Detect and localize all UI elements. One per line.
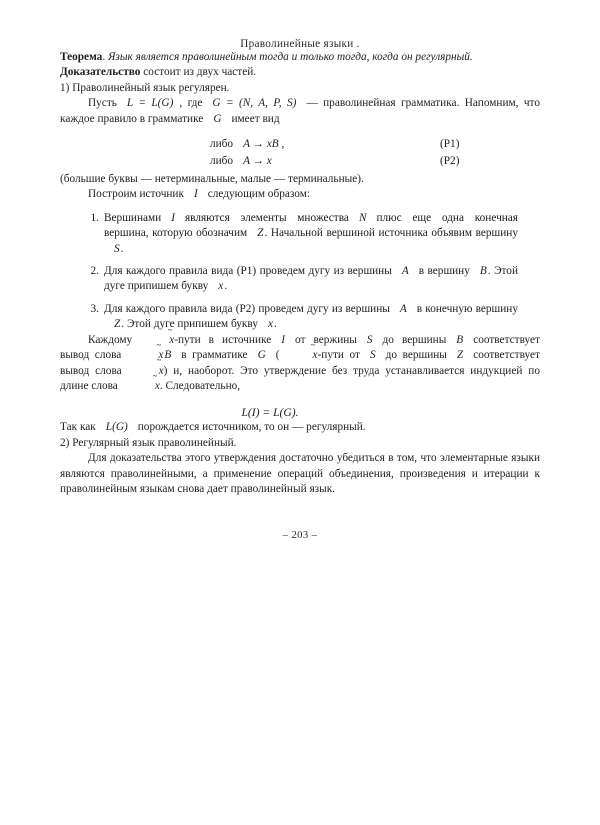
let-mid: , где (179, 97, 203, 110)
build-tail: следующим образом: (207, 188, 310, 201)
x-tilde-symbol: ~ x (127, 379, 160, 394)
step-math-2: B (479, 265, 487, 278)
step-text-4: . Начальной вершиной источника объявим вершину (264, 227, 518, 240)
since-paragraph (60, 420, 540, 435)
step-math-3: Z (257, 227, 264, 240)
list-item (60, 211, 540, 257)
terminal-note: (большие буквы — нетерминальные, малые — терминальные). (60, 173, 364, 186)
rule-p2-word: либо (210, 155, 234, 168)
every-s4: от вержины (295, 333, 357, 346)
production-rule-p1 (60, 138, 540, 155)
proof-paragraph (60, 65, 540, 80)
theorem-punct: . (102, 51, 106, 63)
theorem-label: Теорема (60, 51, 103, 63)
every-s16: Z (456, 349, 464, 362)
every-s13: -пути от (317, 349, 360, 362)
rule-p2-body (210, 155, 273, 167)
part2-heading: 2) Регулярный язык праволинейный. (60, 436, 237, 449)
list-item (60, 264, 540, 295)
step-math-1: I (171, 211, 175, 224)
proof-text: состоит из двух частей. (140, 66, 257, 79)
every-s2: -пути в источнике (174, 333, 272, 346)
step-text-3: . Этой дуге припишем букву (104, 265, 519, 293)
part2-body: Для доказательства этого утверждения достаточно убедиться в том, что элементарные языки являются праволинейными, а применение операций объединения, произведения и итерации к праволинейным языкам снова дает праволинейный язык. (60, 452, 540, 495)
let-paragraph (60, 96, 540, 127)
every-s5: S (366, 333, 373, 346)
step-text-3: . Этой дуге припишем букву (121, 318, 258, 331)
step-text-1: Для каждого правила вида (P2) проведем дугу из вершины (104, 302, 390, 315)
every-s6: до вершины (382, 333, 447, 346)
step-text-2: являются элементы множества (184, 211, 349, 224)
step-math-4: S (114, 242, 120, 255)
every-s12: ( (275, 349, 280, 362)
step-math-2: N (358, 211, 367, 224)
rule-p2-tag: (P2) (440, 155, 460, 168)
rule-p2-formula: A → x (243, 155, 272, 168)
language-equality-equation (60, 406, 540, 419)
step-math-2: Z (114, 318, 121, 331)
every-s14: S (369, 349, 376, 362)
every-s11: G (257, 349, 266, 362)
since-part-2: порождается источником, то он — регулярный. (137, 421, 366, 434)
step-text-2: в конечную вершину (416, 302, 518, 315)
every-s17: соответствует вывод слова (60, 349, 540, 377)
every-s3: I (281, 333, 285, 346)
step-text-1: Для каждого правила вида (P1) проведем дугу из вершины (104, 265, 392, 278)
x-tilde-symbol: ~ x (130, 348, 163, 363)
let-equation-1: L = L(G) (126, 97, 174, 110)
x-tilde-symbol: ~ x (141, 333, 174, 348)
every-s1: Каждому (88, 333, 133, 346)
every-s7: B (456, 333, 464, 346)
grammar-symbol-g: G (213, 112, 222, 125)
step-number: 1. (90, 211, 99, 224)
let-equation-2: G = (N, A, P, S) (212, 97, 297, 110)
equation-text: L(I) = L(G). (241, 406, 299, 420)
text-column (60, 0, 540, 497)
source-symbol-i: I (193, 188, 198, 201)
every-s9: B (164, 349, 172, 362)
step-text-4: . (274, 318, 277, 331)
proof-label: Доказательство (60, 66, 141, 79)
step-math-3: x (268, 318, 274, 331)
step-number: 3. (90, 302, 99, 315)
since-math: L(G) (105, 421, 128, 434)
step-math-3: x (218, 280, 224, 293)
every-s8: соответствует вывод слова (60, 333, 540, 362)
step-text-5: . (120, 242, 124, 255)
build-source-paragraph (60, 187, 540, 202)
rule-p1-tag: (P1) (440, 138, 460, 151)
every-s18: ) и, наоборот. Это утверждение без труда устанавливается индукцией по длине слова (60, 364, 540, 392)
production-rules-block (60, 138, 540, 172)
rule-p1-body (210, 138, 285, 150)
production-rule-p2 (60, 155, 540, 172)
rule-p1-formula: A → xB , (243, 138, 285, 151)
every-s19: . Следовательно, (159, 379, 241, 392)
construction-steps-list (60, 211, 540, 333)
step-number: 2. (90, 265, 99, 278)
step-text-1: Вершинами (104, 211, 162, 224)
x-tilde-symbol: ~ x (131, 364, 164, 379)
build-intro: Построим источник (88, 188, 184, 201)
every-s10: в грамматике (181, 349, 248, 362)
since-part-1: Так как (60, 421, 96, 434)
page-title: Праволинейные языки . (240, 38, 360, 50)
every-s15: до вершины (385, 349, 447, 362)
x-tilde-symbol: ~ x (285, 348, 318, 363)
let-tail: — праволинейная грамматика. Напомним, что каждое правило в грамматике (60, 97, 540, 125)
list-item (60, 302, 540, 333)
step-text-2: в вершину (418, 265, 470, 278)
theorem-paragraph (60, 50, 540, 65)
step-text-3: плюс еще одна конечная вершина, которую обозначим (104, 211, 519, 240)
path-correspondence-paragraph (60, 333, 540, 395)
rule-p1-word: либо (210, 138, 234, 151)
let-intro: Пусть (88, 97, 117, 110)
theorem-statement: Язык является праволинейным тогда и только тогда, когда он регулярный. (108, 51, 473, 63)
page-number: – 203 – (282, 530, 318, 541)
step-text-4: . (224, 280, 228, 293)
step-math-1: A (401, 265, 409, 278)
part1-heading: 1) Праволинейный язык регулярен. (60, 81, 230, 94)
step-math-1: A (399, 302, 407, 315)
let-end: имеет вид (231, 112, 280, 125)
